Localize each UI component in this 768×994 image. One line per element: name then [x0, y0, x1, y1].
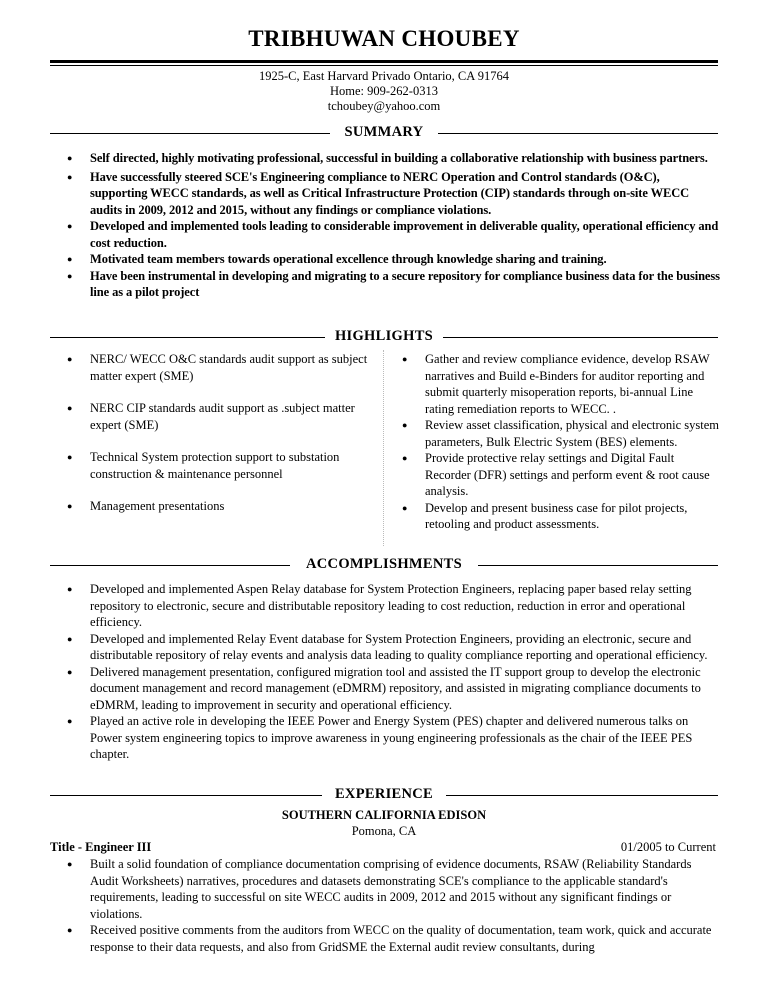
experience-item: ● Built a solid foundation of compliance documentation comprising of evidence documents, RSAW (Reliability Standards Audit Worksheets) narratives, procedures and datasets demonstrating SCE's compliance to the applicable standard's requirements, leading to successful on site WECC audits in 2009, 2012 and 2015 without any significant findings or violations.	[50, 856, 718, 922]
highlight-item: ● Gather and review compliance evidence, develop RSAW narratives and Build e-Binders for auditor reporting and submit quarterly misoperation reports, bi-annual Line rating remediation reports to WECC. .	[385, 351, 720, 417]
highlights-heading	[50, 328, 718, 348]
experience-item: ● Received positive comments from the auditors from WECC on the quality of documentation, team work, quick and accurate response to their data requests, and also from GridSME the External audit review consultants, during	[50, 922, 718, 955]
accomplishments-title: ACCOMPLISHMENTS	[296, 556, 472, 572]
accomplishment-item: ● Played an active role in developing the IEEE Power and Energy System (PES) chapter and delivered numerous talks on Power system engineering topics to improve awareness in young engineering professionals as the chair of the IEEE PES chapter.	[50, 713, 718, 763]
summary-heading	[50, 124, 718, 144]
accomplishment-item: ● Developed and implemented Aspen Relay database for System Protection Engineers, replacing paper based relay setting repository to electronic, secure and distributable repository leading to cost reduction, reduction in error and operational efficiency.	[50, 581, 718, 631]
company-name: SOUTHERN CALIFORNIA EDISON	[281, 808, 487, 822]
accomplishment-item: ● Developed and implemented Relay Event database for System Protection Engineers, providing an electronic, secure and distributable repository of relay events and analysis data leading to quality compliance reporting and operational efficiency.	[50, 631, 718, 664]
highlight-item: ● Provide protective relay settings and Digital Fault Recorder (DFR) settings and perform event & root cause analysis.	[385, 450, 720, 500]
highlight-item: ● Technical System protection support to substation construction & maintenance personnel	[50, 449, 380, 482]
summary-title: SUMMARY	[335, 124, 434, 140]
candidate-name: TRIBHUWAN CHOUBEY	[248, 26, 520, 51]
highlight-item: ● NERC CIP standards audit support as .subject matter expert (SME)	[50, 400, 380, 433]
contact-phone: Home: 909-262-0313	[330, 84, 438, 98]
highlights-column-divider	[383, 350, 384, 546]
summary-item: ● Motivated team members towards operational excellence through knowledge sharing and training.	[50, 251, 720, 268]
experience-list	[50, 856, 718, 955]
summary-item: ● Have been instrumental in developing and migrating to a secure repository for compliance business data for the business line as a pilot project	[50, 268, 720, 301]
summary-item: ● Self directed, highly motivating professional, successful in building a collaborative relationship with business partners.	[50, 150, 720, 167]
job-title: Title - Engineer III	[50, 840, 152, 854]
highlight-item: ● Management presentations	[50, 498, 380, 515]
experience-heading	[50, 786, 718, 806]
experience-title: EXPERIENCE	[325, 786, 443, 802]
contact-email: tchoubey@yahoo.com	[327, 99, 441, 113]
accomplishment-item: ● Delivered management presentation, configured migration tool and assisted the IT support group to develop the electronic document management and record management (eDMRM) repository, and assisted in migrating compliance documents to eDMRM, leading to improvement in security and operational efficiency.	[50, 664, 718, 714]
header-divider-thick	[50, 60, 718, 63]
highlights-left-list	[50, 351, 380, 531]
highlights-title: HIGHLIGHTS	[325, 328, 443, 344]
contact-address: 1925-C, East Harvard Privado Ontario, CA 91764	[259, 69, 509, 83]
highlight-item: ● Review asset classification, physical and electronic system parameters, Bulk Electric System (BES) elements.	[385, 417, 720, 450]
highlight-item: ● Develop and present business case for pilot projects, retooling and product assessments.	[385, 500, 720, 533]
accomplishments-heading	[50, 556, 718, 576]
job-dates: 01/2005 to Current	[620, 840, 716, 854]
header-divider-thin	[50, 65, 718, 66]
accomplishments-list	[50, 581, 718, 763]
summary-item: ● Developed and implemented tools leading to considerable improvement in deliverable quality, operational efficiency and cost reduction.	[50, 218, 720, 251]
company-location: Pomona, CA	[351, 824, 417, 838]
highlights-right-list	[385, 351, 720, 533]
summary-item: ● Have successfully steered SCE's Engineering compliance to NERC Operation and Control standards (O&C), supporting WECC standards, as well as Critical Infrastructure Protection (CIP) standards through on-site WECC audits in 2009, 2012 and 2015, without any findings or compliance violations.	[50, 169, 720, 219]
highlight-item: ● NERC/ WECC O&C standards audit support as subject matter expert (SME)	[50, 351, 380, 384]
summary-list	[50, 150, 720, 301]
